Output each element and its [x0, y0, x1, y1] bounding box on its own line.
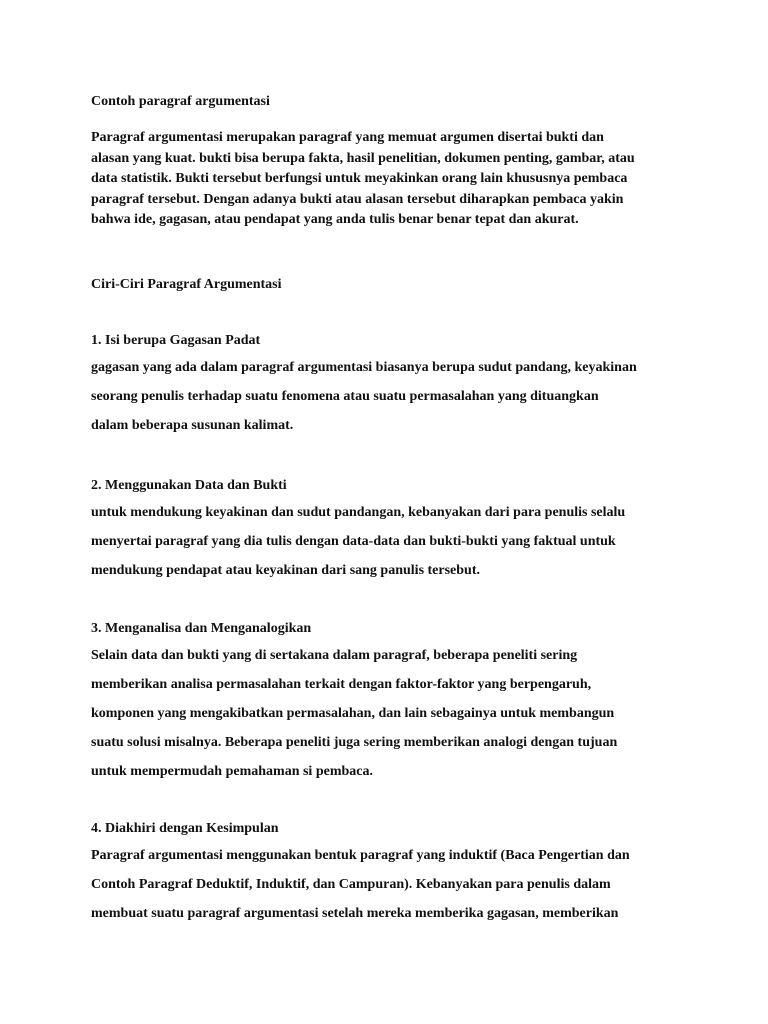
point-title: 3. Menganalisa dan Menganalogikan — [91, 621, 312, 636]
point-line: menyertai paragraf yang dia tulis dengan data-data dan bukti-bukti yang faktual untuk — [91, 534, 616, 549]
point-4 — [91, 820, 691, 928]
intro-line: alasan yang kuat. bukti bisa berupa fakta, hasil penelitian, dokumen penting, gambar, atau — [91, 150, 635, 166]
intro-line: data statistik. Bukti tersebut berfungsi untuk meyakinkan orang lain khususnya pembaca — [91, 171, 628, 186]
intro-paragraph — [91, 128, 691, 231]
point-line: mendukung pendapat atau keyakinan dari sang panulis tersebut. — [91, 563, 481, 578]
intro-line: bahwa ide, gagasan, atau pendapat yang anda tulis benar benar tepat dan akurat. — [91, 212, 579, 227]
point-line: untuk mempermudah pemahaman si pembaca. — [91, 764, 373, 779]
point-line: Selain data dan bukti yang di sertakana dalam paragraf, beberapa peneliti sering — [91, 648, 578, 663]
point-line: Paragraf argumentasi menggunakan bentuk paragraf yang induktif (Baca Pengertian dan — [91, 848, 630, 863]
intro-line: paragraf tersebut. Dengan adanya bukti atau alasan tersebut diharapkan pembaca yakin — [91, 191, 624, 207]
point-line: seorang penulis terhadap suatu fenomena atau suatu permasalahan yang dituangkan — [91, 389, 599, 404]
document-title: Contoh paragraf argumentasi — [91, 94, 270, 109]
point-line: komponen yang mengakibatkan permasalahan, dan lain sebagainya untuk membangun — [91, 706, 615, 721]
point-title: 1. Isi berupa Gagasan Padat — [91, 333, 261, 348]
point-line: memberikan analisa permasalahan terkait dengan faktor-faktor yang berpengaruh, — [91, 677, 592, 692]
point-line: Contoh Paragraf Deduktif, Induktif, dan Campuran). Kebanyakan para penulis dalam — [91, 877, 611, 892]
intro-line: Paragraf argumentasi merupakan paragraf yang memuat argumen disertai bukti dan — [91, 130, 604, 145]
point-line: untuk mendukung keyakinan dan sudut pandangan, kebanyakan dari para penulis selalu — [91, 505, 626, 520]
point-line: dalam beberapa susunan kalimat. — [91, 418, 294, 433]
point-line: membuat suatu paragraf argumentasi setelah mereka memberika gagasan, memberikan — [91, 906, 619, 921]
section-heading: Ciri-Ciri Paragraf Argumentasi — [91, 277, 282, 292]
point-title: 4. Diakhiri dengan Kesimpulan — [91, 821, 279, 836]
point-line: suatu solusi misalnya. Beberapa peneliti juga sering memberikan analogi dengan tujuan — [91, 735, 618, 750]
point-1 — [91, 332, 691, 440]
point-title: 2. Menggunakan Data dan Bukti — [91, 478, 287, 493]
point-2 — [91, 477, 691, 585]
point-3 — [91, 620, 691, 786]
point-line: gagasan yang ada dalam paragraf argumentasi biasanya berupa sudut pandang, keyakinan — [91, 360, 637, 375]
